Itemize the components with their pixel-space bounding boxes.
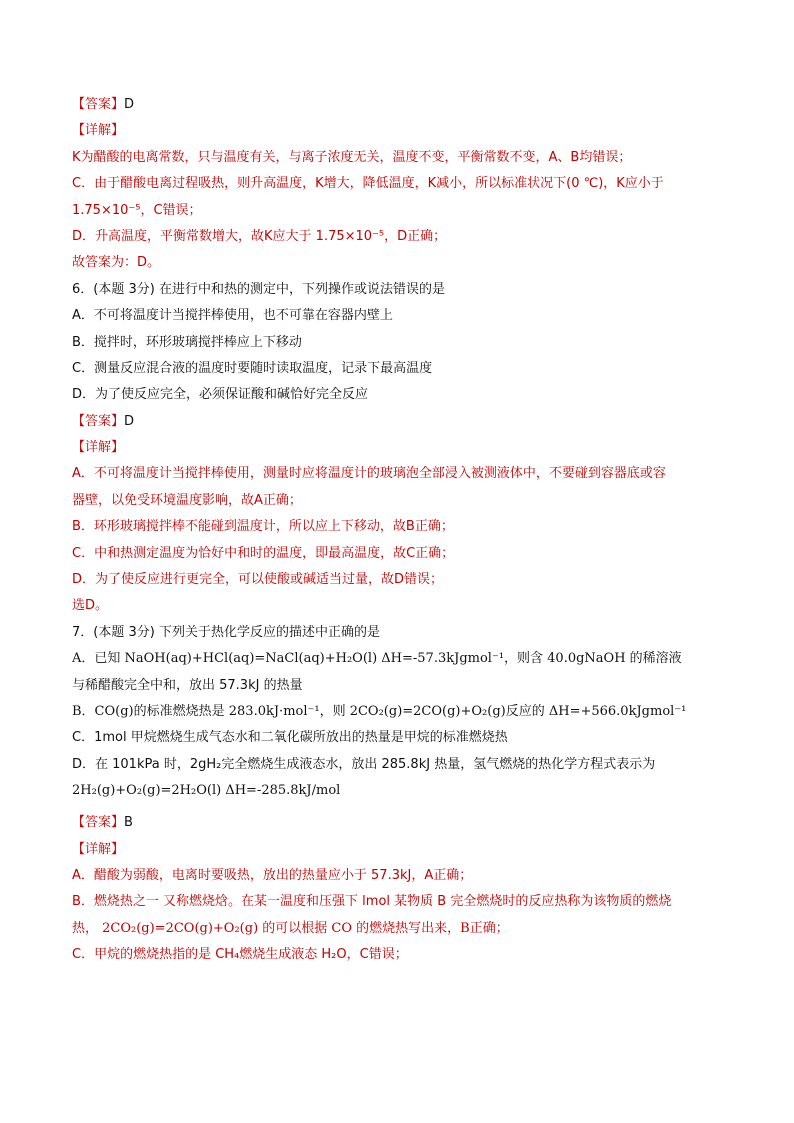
text-line: 与稀醋酸完全中和，放出 57.3kJ 的热量 [72,677,303,693]
explanation-text: 热， 2CO₂(g)=2CO(g)+O₂(g) 的可以根据 CO 的燃烧热写出来，B正确； [72,920,509,936]
explanation-text: C．中和热测定温度为恰好中和时的温度，即最高温度，故C正确； [72,545,455,561]
explanation-text: A．不可将温度计当搅拌棒使用，测量时应将温度计的玻璃泡全部浸入被测液体中，不要碰到容器底或容 [72,466,666,482]
answer-label: 【答案】B [72,815,133,831]
explanation-text: D．为了使反应进行更完全，可以使酸或碱适当过量，故D错误； [72,572,444,588]
question-option: D．在 101kPa 时，2gH₂完全燃烧生成液态水，放出 285.8kJ 热量，氢气燃烧的热化学方程式表示为 [72,756,656,772]
answer-line [72,814,722,832]
explanation-text: C．甲烷的燃烧热指的是 CH₄燃烧生成液态 H₂O，C错误； [72,947,408,963]
explanation-text: 1.75×10⁻⁵，C错误； [72,202,202,218]
answer-line [72,96,722,114]
explanation-text: 器壁，以免受环境温度影响，故A正确； [72,492,302,508]
question-option: C．1mol 甲烷燃烧生成气态水和二氧化碳所放出的热量是甲烷的标准燃烧热 [72,730,508,746]
explanation-text: 选D。 [72,598,109,614]
question-stem: 6．(本题 3分) 在进行中和热的测定中，下列操作或说法错误的是 [72,281,445,297]
text-line: 2H₂(g)+O₂(g)=2H₂O(l) ΔH=-285.8kJ/mol [72,783,341,799]
explanation-text: 故答案为：D。 [72,255,161,271]
explanation-heading: 【详解】 [72,440,125,456]
question-option: B．搅拌时，环形玻璃搅拌棒应上下移动 [72,334,302,350]
explanation-text: D．升高温度，平衡常数增大，故K应大于 1.75×10⁻⁵，D正确； [72,228,447,244]
answer-label: 【答案】D [72,413,135,429]
explanation-text: B．环形玻璃搅拌棒不能碰到温度计，所以应上下移动，故B正确； [72,519,454,535]
question-stem: 7．(本题 3分) 下列关于热化学反应的描述中正确的是 [72,624,380,640]
question-option: C．测量反应混合液的温度时要随时读取温度，记录下最高温度 [72,360,433,376]
question-option: D．为了使反应完全，必须保证酸和碱恰好完全反应 [72,387,369,403]
explanation-text: K为醋酸的电离常数，只与温度有关，与离子浓度无关，温度不变，平衡常数不变，A、B均错误； [72,149,632,165]
answer-line [72,413,722,431]
question-option: A．已知 NaOH(aq)+HCl(aq)=NaCl(aq)+H₂O(l) ΔH=-57.3kJgmol⁻¹，则含 40.0gNaOH 的稀溶液 [72,651,682,667]
explanation-heading: 【详解】 [72,123,125,139]
question-option: A．不可将温度计当搅拌棒使用，也不可靠在容器内壁上 [72,308,393,324]
explanation-text: B．燃烧热之一 又称燃烧焓。在某一温度和压强下 lmol 某物质 B 完全燃烧时的反应热称为该物质的燃烧 [72,894,672,910]
explanation-text: C．由于醋酸电离过程吸热，则升高温度，K增大，降低温度，K减小，所以标准状况下(0 ℃)，K应小于 [72,176,664,192]
explanation-heading: 【详解】 [72,841,125,857]
question-option: B．CO(g)的标准燃烧热是 283.0kJ·mol⁻¹，则 2CO₂(g)=2CO(g)+O₂(g)反应的 ΔH=+566.0kJgmol⁻¹ [72,703,687,719]
document-body [72,96,722,973]
explanation-text: A．醋酸为弱酸，电离时要吸热，放出的热量应小于 57.3kJ，A正确； [72,867,473,883]
answer-label: 【答案】D [72,97,135,112]
